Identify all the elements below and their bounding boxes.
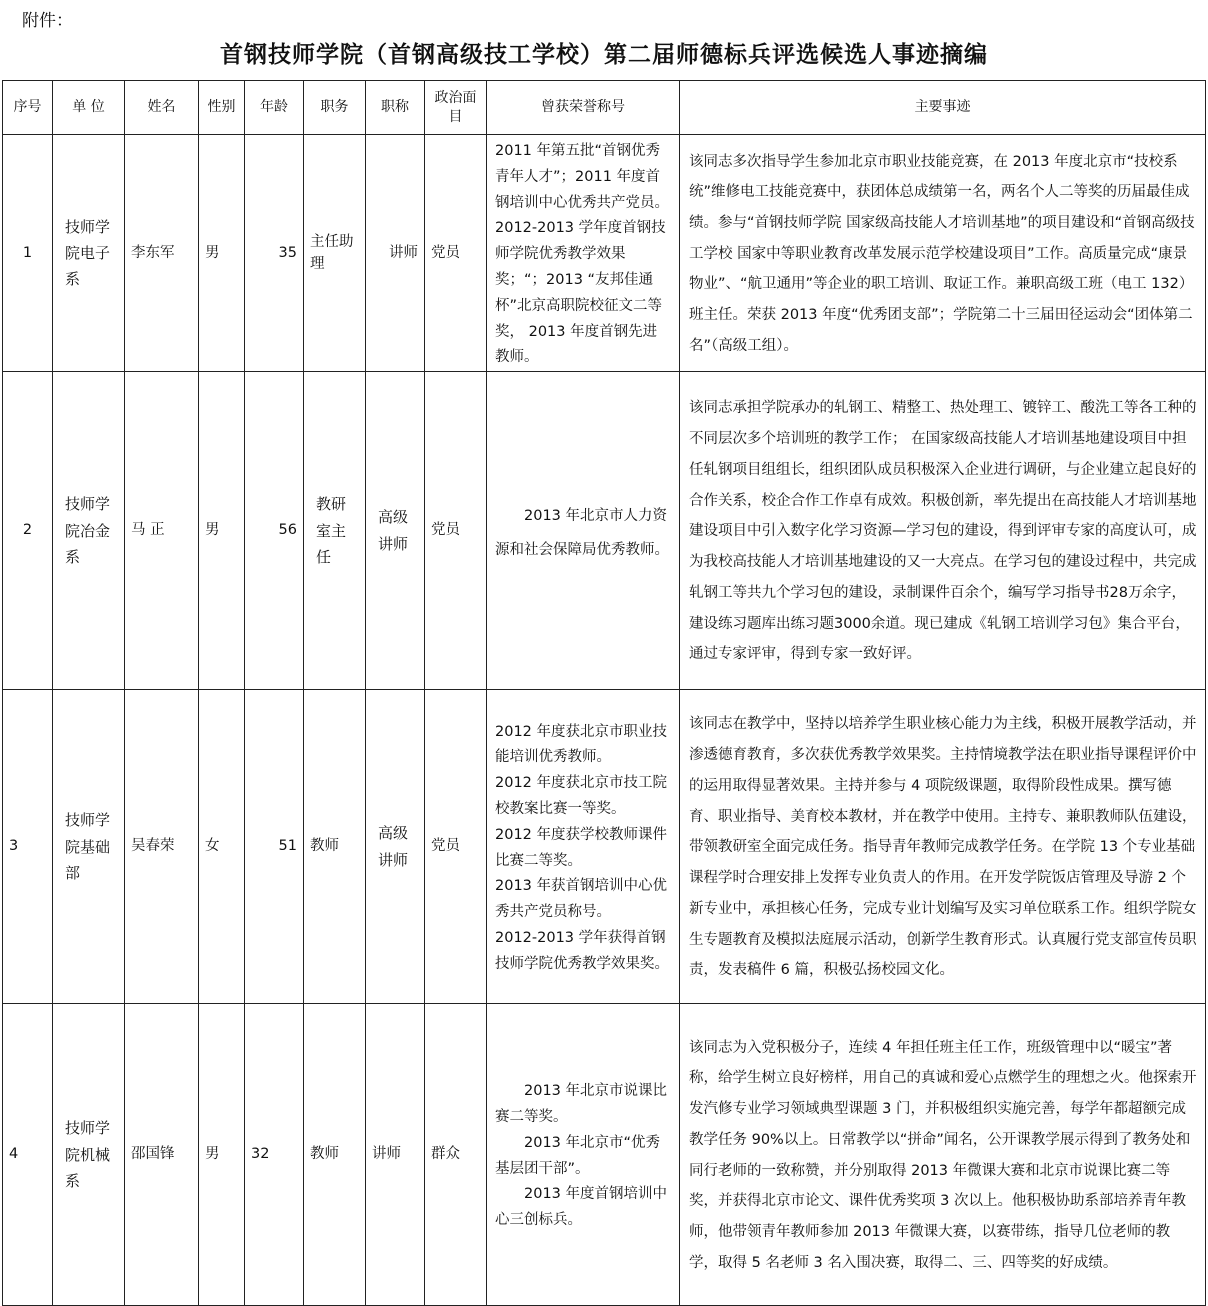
row-age: 51 — [245, 690, 304, 1004]
row-position: 教研室主任 — [304, 372, 366, 690]
row-name: 吴春荣 — [125, 690, 199, 1004]
honor-item: 2012 年度获学校教师课件比赛二等奖。 — [495, 826, 668, 869]
row-deeds: 该同志在教学中，坚持以培养学生职业核心能力为主线，积极开展教学活动，并渗透德育教育，多次获优秀教学效果奖。主持情境教学法在职业指导课程评价中的运用取得显著效果。主持并参与 4 项院级课题，取得阶段性成果。撰写德育、职业指导、美育校本教材，并在教学中使用。主持专、兼职教师队伍建设，带领教研室全面完成任务。指导青年教师完成教学任务。在学院 13 个专业基础课程学时合理安排上发挥专业负责人的作用。在开发学院饭店管理及导游 2 个新专业中，承担核心任务，完成专业计划编写及实习单位联系工作。组织学院女生专题教育及模拟法庭展示活动，创新学生教育形式。认真履行党支部宣传员职责，发表稿件 6 篇，积极弘扬校园文化。 — [680, 690, 1206, 1004]
row-political: 党员 — [425, 690, 487, 1004]
honor-item: 2011 年第五批“首钢优秀青年人才”；2011 年度首钢培训中心优秀共产党员。2012-2013 学年度首钢技师学院优秀教学效果奖；“；2013 “友邦佳通杯”北京高职院校征文二等奖， 2013 年度首钢先进教师。 — [495, 143, 669, 366]
row-deeds: 该同志为入党积极分子，连续 4 年担任班主任工作，班级管理中以“暖宝”著称，给学生树立良好榜样，用自己的真诚和爱心点燃学生的理想之火。他探索开发汽修专业学习领域典型课题 3 门，并积极组织实施完善，每学年都超额完成教学任务 90%以上。日常教学以“拼命”闻名，公开课教学展示得到了教务处和同行老师的一致称赞，并分别取得 2013 年微课大赛和北京市说课比赛二等奖，并获得北京市论文、课件优秀奖项 3 次以上。他积极协助系部培养青年教师，他带领青年教师参加 2013 年微课大赛，以赛带练，指导几位老师的教学，取得 5 名老师 3 名入围决赛，取得二、三、四等奖的好成绩。 — [680, 1004, 1206, 1306]
row-deeds: 该同志承担学院承办的轧钢工、精整工、热处理工、镀锌工、酸洗工等各工种的不同层次多个培训班的教学工作； 在国家级高技能人才培训基地建设项目中担任轧钢项目组组长，组织团队成员积极深入企业进行调研，与企业建立起良好的合作关系，校企合作工作卓有成效。积极创新，率先提出在高技能人才培训基地建设项目中引入数字化学习资源—学习包的建设，得到评审专家的高度认可，成为我校高技能人才培训基地建设的又一大亮点。在学习包的建设过程中，共完成轧钢工等共九个学习包的建设，录制课件百余个，编写学习指导书28万余字，建设练习题库出练习题3000余道。现已建成《轧钢工培训学习包》集合平台，通过专家评审，得到专家一致好评。 — [680, 372, 1206, 690]
header-age: 年龄 — [245, 81, 304, 135]
header-rank: 职称 — [366, 81, 425, 135]
row-position: 主任助理 — [304, 135, 366, 372]
header-gender: 性别 — [199, 81, 245, 135]
document-title: 首钢技师学院（首钢高级技工学校）第二届师德标兵评选候选人事迹摘编 — [220, 41, 988, 68]
header-position: 职务 — [304, 81, 366, 135]
row-political: 党员 — [425, 135, 487, 372]
row-political: 党员 — [425, 372, 487, 690]
honor-item: 2013 年度首钢培训中心三创标兵。 — [495, 1186, 668, 1229]
row-gender: 男 — [199, 135, 245, 372]
row-age: 35 — [245, 135, 304, 372]
table-row — [3, 690, 1206, 1004]
row-name: 马 正 — [125, 372, 199, 690]
candidates-table — [2, 80, 1206, 1306]
row-rank: 高级讲师 — [366, 690, 425, 1004]
row-unit: 技师学院基础部 — [53, 690, 125, 1004]
row-position: 教师 — [304, 690, 366, 1004]
table-row — [3, 1004, 1206, 1306]
table-row — [3, 135, 1206, 372]
row-rank: 高级讲师 — [366, 372, 425, 690]
honor-item: 2013 年获首钢培训中心优秀共产党员称号。 — [495, 878, 668, 921]
row-honors — [487, 1004, 680, 1306]
row-political: 群众 — [425, 1004, 487, 1306]
row-honors — [487, 690, 680, 1004]
attachment-label: 附件： — [22, 11, 73, 31]
header-political: 政治面目 — [425, 81, 487, 135]
honor-item: 2012 年度获北京市技工院校教案比赛一等奖。 — [495, 775, 668, 818]
row-gender: 男 — [199, 1004, 245, 1306]
row-honors — [487, 372, 680, 690]
row-age: 32 — [245, 1004, 304, 1306]
row-position: 教师 — [304, 1004, 366, 1306]
honor-item: 2012 年度获北京市职业技能培训优秀教师。 — [495, 723, 668, 766]
table-row — [3, 372, 1206, 690]
row-no: 1 — [3, 135, 53, 372]
header-unit: 单 位 — [53, 81, 125, 135]
row-no: 2 — [3, 372, 53, 690]
honor-item: 2012-2013 学年获得首钢技师学院优秀教学效果奖。 — [495, 930, 669, 972]
row-honors — [487, 135, 680, 372]
row-deeds: 该同志多次指导学生参加北京市职业技能竞赛，在 2013 年度北京市“技校系统”维修电工技能竞赛中，获团体总成绩第一名，两名个人二等奖的历届最佳成绩。参与“首钢技师学院 国家级高技能人才培训基地”的项目建设和“首钢高级技工学校 国家中等职业教育改革发展示范学校建设项目”工作。高质量完成“康景物业”、“航卫通用”等企业的职工培训、取证工作。兼职高级工班（电工 132）班主任。荣获 2013 年度“优秀团支部”；学院第二十三届田径运动会“团体第二名”（高级工组）。 — [680, 135, 1206, 372]
row-rank: 讲师 — [366, 1004, 425, 1306]
row-rank: 讲师 — [366, 135, 425, 372]
row-gender: 女 — [199, 690, 245, 1004]
header-row — [3, 81, 1206, 135]
row-no: 4 — [3, 1004, 53, 1306]
row-name: 李东军 — [125, 135, 199, 372]
header-no: 序号 — [3, 81, 53, 135]
row-unit: 技师学院机械系 — [53, 1004, 125, 1306]
row-no: 3 — [3, 690, 53, 1004]
header-name: 姓名 — [125, 81, 199, 135]
header-deeds: 主要事迹 — [680, 81, 1206, 135]
row-gender: 男 — [199, 372, 245, 690]
row-age: 56 — [245, 372, 304, 690]
honor-item: 2013 年北京市说课比赛二等奖。 — [495, 1083, 668, 1126]
row-unit: 技师学院电子系 — [53, 135, 125, 372]
header-honors: 曾获荣誉称号 — [487, 81, 680, 135]
row-name: 邵国锋 — [125, 1004, 199, 1306]
honor-item: 2013 年北京市“优秀基层团干部”。 — [495, 1134, 661, 1177]
honor-item: 2013 年北京市人力资源和社会保障局优秀教师。 — [495, 507, 669, 558]
row-unit: 技师学院冶金系 — [53, 372, 125, 690]
